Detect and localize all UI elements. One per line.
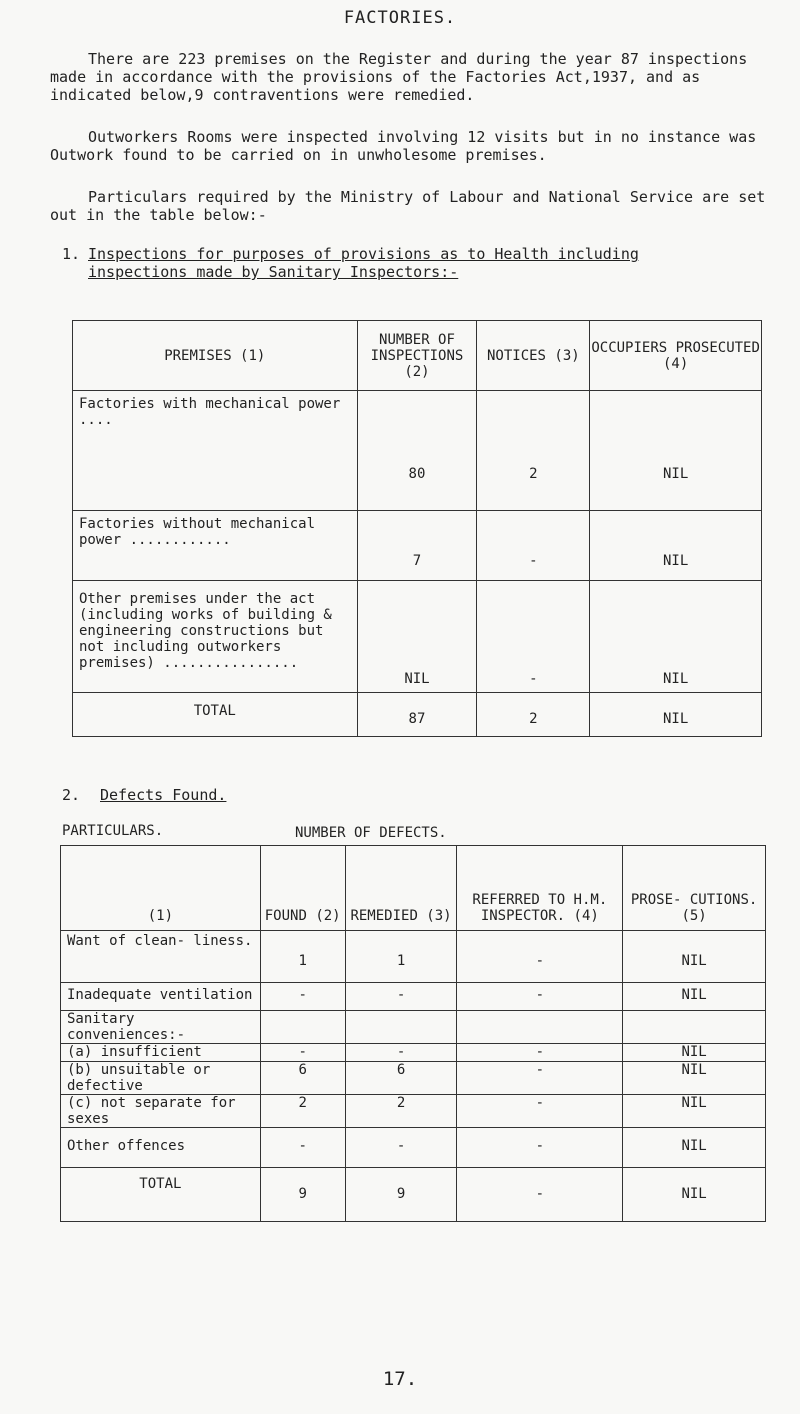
total-label: TOTAL	[73, 693, 358, 737]
row-inspections: 7	[357, 511, 477, 581]
page-heading: FACTORIES.	[343, 8, 457, 28]
row-label: Factories with mechanical power ....	[73, 391, 358, 511]
row-label: Inadequate ventilation	[61, 983, 261, 1011]
header-found: FOUND (2)	[260, 846, 345, 931]
row-remedied: -	[345, 1044, 457, 1062]
header-prosecuted: OCCUPIERS PROSECUTED (4)	[590, 321, 762, 391]
header-premises: PREMISES (1)	[73, 321, 358, 391]
row-remedied: 2	[345, 1095, 457, 1128]
row-referred: -	[457, 1044, 623, 1062]
total-found: 9	[260, 1168, 345, 1222]
total-label: TOTAL	[61, 1168, 261, 1222]
table-row	[73, 581, 762, 693]
header-prosecutions: PROSE- CUTIONS. (5)	[623, 846, 766, 931]
row-referred: -	[457, 1095, 623, 1128]
row-inspections: NIL	[357, 581, 477, 693]
row-notices: -	[477, 581, 590, 693]
row-remedied: -	[345, 983, 457, 1011]
paragraph-outworkers	[50, 128, 770, 164]
total-prosecutions: NIL	[623, 1168, 766, 1222]
total-prosecuted: NIL	[590, 693, 762, 737]
row-prosecuted: NIL	[590, 391, 762, 511]
row-found: -	[260, 1044, 345, 1062]
row-prosecutions: NIL	[623, 931, 766, 983]
inspections-table	[72, 320, 762, 737]
table-row	[73, 511, 762, 581]
header-inspections: NUMBER OF INSPECTIONS (2)	[357, 321, 477, 391]
table-row	[61, 1011, 766, 1044]
paragraph-outworkers-text: Outworkers Rooms were inspected involving 12 visits but in no instance was Outwork found to be carried on in unwholesome premises.	[50, 128, 757, 164]
total-remedied: 9	[345, 1168, 457, 1222]
section2-number: 2.	[62, 786, 81, 804]
row-remedied: -	[345, 1128, 457, 1168]
row-prosecutions: NIL	[623, 1128, 766, 1168]
paragraph-particulars	[50, 188, 770, 224]
row-notices: -	[477, 511, 590, 581]
row-label: Factories without mechanical power ............	[73, 511, 358, 581]
row-label: Sanitary conveniences:-	[61, 1011, 261, 1044]
table-row	[61, 1044, 766, 1062]
row-referred: -	[457, 1062, 623, 1095]
header-referred: REFERRED TO H.M. INSPECTOR. (4)	[457, 846, 623, 931]
row-prosecuted: NIL	[590, 511, 762, 581]
page-number: 17.	[382, 1368, 418, 1390]
row-remedied	[345, 1011, 457, 1044]
table-row	[61, 983, 766, 1011]
paragraph-register	[50, 50, 770, 104]
table-row	[61, 1095, 766, 1128]
row-label: Want of clean- liness.	[61, 931, 261, 983]
section2-title: Defects Found.	[100, 786, 227, 804]
table-row	[61, 1062, 766, 1095]
table-row	[61, 1128, 766, 1168]
total-row	[61, 1168, 766, 1222]
row-prosecutions: NIL	[623, 1062, 766, 1095]
row-found	[260, 1011, 345, 1044]
row-found: 6	[260, 1062, 345, 1095]
row-prosecutions: NIL	[623, 1044, 766, 1062]
total-notices: 2	[477, 693, 590, 737]
row-remedied: 6	[345, 1062, 457, 1095]
row-referred: -	[457, 1128, 623, 1168]
row-label: Other premises under the act (including works of building & engineering constructions but not including outworkers premises) ................	[73, 581, 358, 693]
section1-title: Inspections for purposes of provisions as to Health including inspections made by Sanitary Inspectors:-	[88, 245, 639, 281]
row-prosecuted: NIL	[590, 581, 762, 693]
row-label: (a) insufficient	[61, 1044, 261, 1062]
row-label: (c) not separate for sexes	[61, 1095, 261, 1128]
paragraph-particulars-text: Particulars required by the Ministry of Labour and National Service are set out in the table below:-	[50, 188, 766, 224]
row-notices: 2	[477, 391, 590, 511]
row-label: (b) unsuitable or defective	[61, 1062, 261, 1095]
row-found: 2	[260, 1095, 345, 1128]
row-prosecutions: NIL	[623, 1095, 766, 1128]
section1-number: 1.	[62, 245, 81, 263]
row-found: -	[260, 983, 345, 1011]
row-referred: -	[457, 983, 623, 1011]
total-row	[73, 693, 762, 737]
header-remedied: REMEDIED (3)	[345, 846, 457, 931]
row-referred: -	[457, 931, 623, 983]
header-notices: NOTICES (3)	[477, 321, 590, 391]
particulars-label: PARTICULARS.	[62, 823, 164, 839]
row-inspections: 80	[357, 391, 477, 511]
row-label: Other offences	[61, 1128, 261, 1168]
paragraph-register-text: There are 223 premises on the Register and during the year 87 inspections made in accordance with the provisions of the Factories Act,1937, and as indicated below,9 contraventions were remedied.	[50, 50, 748, 104]
row-prosecutions: NIL	[623, 983, 766, 1011]
row-found: -	[260, 1128, 345, 1168]
total-inspections: 87	[357, 693, 477, 737]
table-row	[73, 391, 762, 511]
total-referred: -	[457, 1168, 623, 1222]
row-found: 1	[260, 931, 345, 983]
header-particulars: (1)	[61, 846, 261, 931]
row-remedied: 1	[345, 931, 457, 983]
row-referred	[457, 1011, 623, 1044]
defects-table	[60, 845, 766, 1222]
row-prosecutions	[623, 1011, 766, 1044]
table-row	[61, 931, 766, 983]
defects-label: NUMBER OF DEFECTS.	[295, 825, 447, 841]
